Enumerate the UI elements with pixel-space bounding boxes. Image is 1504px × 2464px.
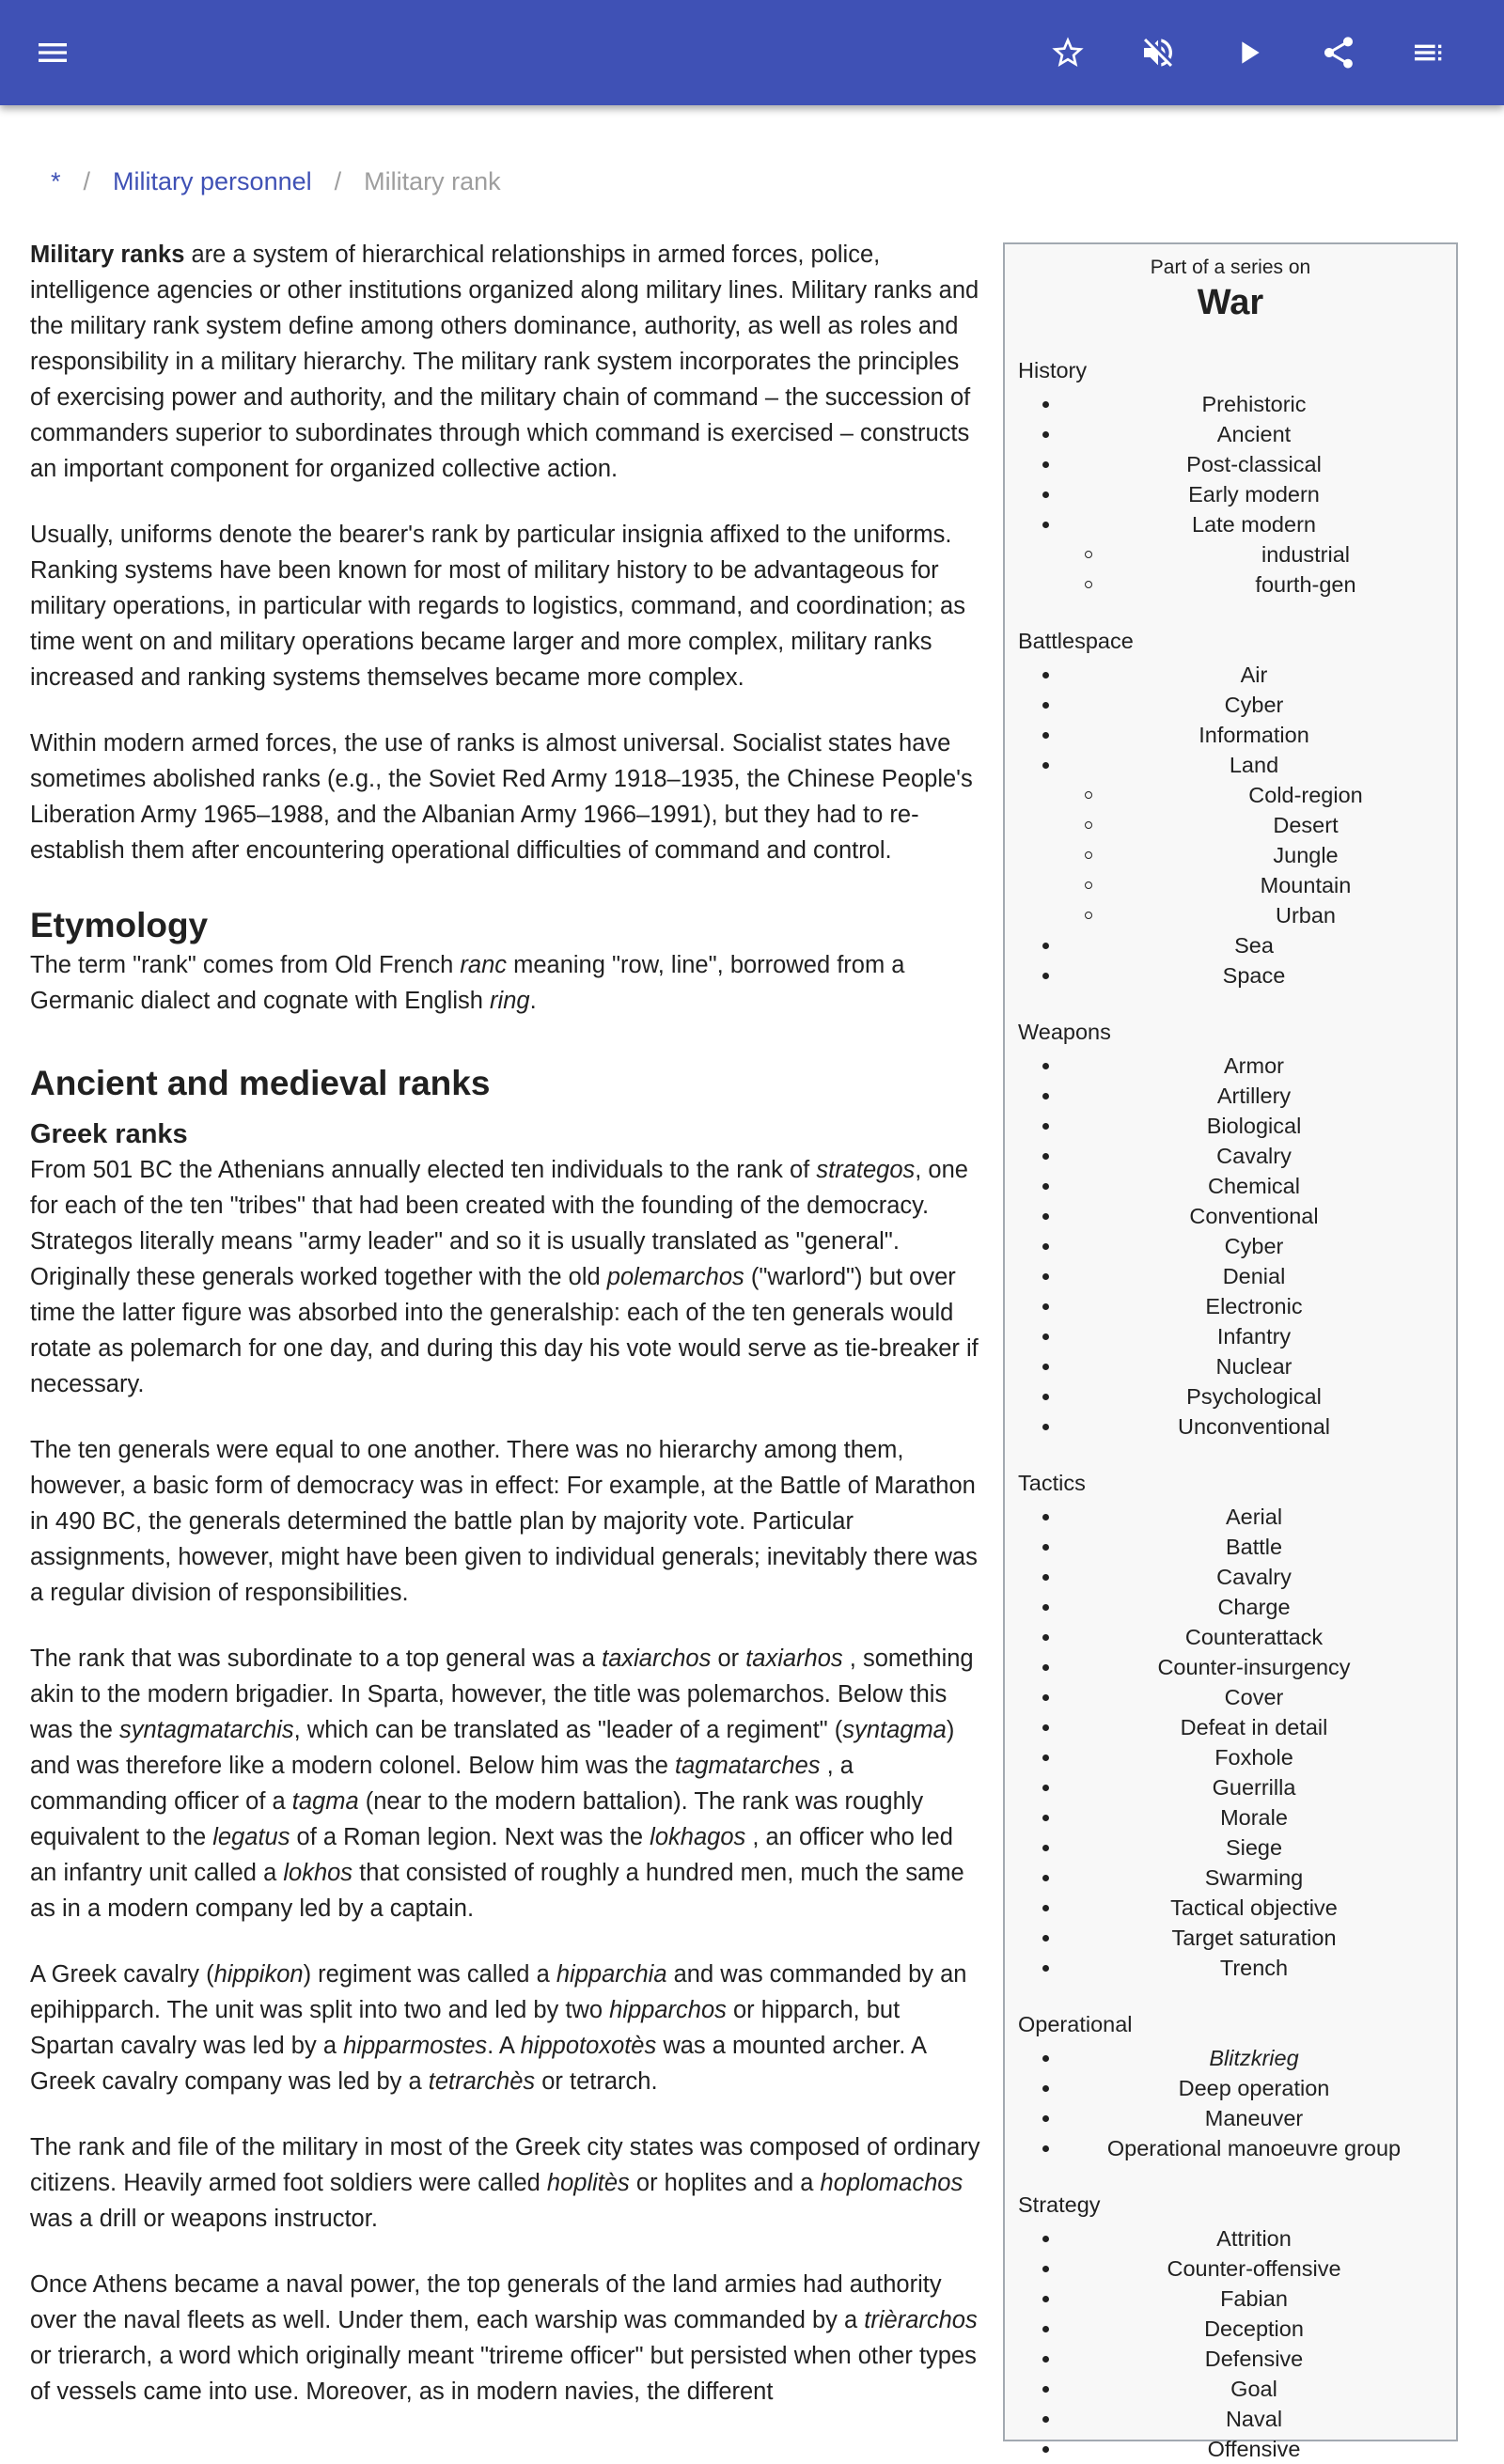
strategy-list xyxy=(1005,2223,1456,2464)
sidebar-link[interactable]: Conventional xyxy=(1005,1201,1456,1231)
section-heading-etymology: Etymology xyxy=(30,906,209,944)
sidebar-link[interactable]: Naval xyxy=(1005,2404,1456,2434)
sidebar-link[interactable]: Maneuver xyxy=(1005,2103,1456,2133)
sidebar-link[interactable]: Electronic xyxy=(1005,1291,1456,1321)
subsection-heading-greek-ranks: Greek ranks xyxy=(30,1119,188,1149)
sidebar-section-strategy: Strategy xyxy=(1018,2192,1101,2217)
greek-paragraph-2: The ten generals were equal to one another. There was no hierarchy among them, however, a basic form of democracy was in effect: For example, at the Battle of Marathon in 490 BC, the generals determined the battle plan by majority vote. Particular assignments, however, might have been given to individual generals; inevitably there was a regular division of responsibilities. xyxy=(30,1437,978,1606)
tactics-list xyxy=(1005,1502,1456,1983)
section-heading-ancient-medieval: Ancient and medieval ranks xyxy=(30,1064,491,1102)
sidebar-link[interactable]: Blitzkrieg xyxy=(1005,2043,1456,2073)
sidebar-link[interactable]: Sea xyxy=(1005,930,1456,960)
sidebar-link[interactable]: Trench xyxy=(1005,1953,1456,1983)
weapons-list xyxy=(1005,1051,1456,1442)
breadcrumb-military-personnel-link[interactable]: Military personnel xyxy=(113,167,312,195)
sidebar-link[interactable]: Biological xyxy=(1005,1111,1456,1141)
contents-button[interactable] xyxy=(1399,23,1459,83)
menu-button[interactable] xyxy=(23,23,83,83)
sidebar-link[interactable]: Operational manoeuvre group xyxy=(1005,2133,1456,2163)
war-series-sidebar xyxy=(1003,242,1458,2461)
sidebar-sublink[interactable]: Cold-region xyxy=(1005,780,1456,810)
bookmark-button[interactable] xyxy=(1038,23,1098,83)
sidebar-link[interactable]: Deception xyxy=(1005,2314,1456,2344)
breadcrumb-home-link[interactable]: * xyxy=(51,167,61,195)
sidebar-link[interactable]: Armor xyxy=(1005,1051,1456,1081)
paragraph-text: are a system of hierarchical relationships in armed forces, police, intelligence agencies or other institutions organized along military lines. Military ranks and the military rank system define among others dominance, authority, as well as roles and responsibility in a military hierarchy. The military rank system incorporates the principles of exercising power and authority, and the military chain of command – the succession of commanders superior to subordinates through which command is exercised – constructs an important component for organized collective action. xyxy=(30,242,979,482)
sidebar-link[interactable]: Counter-insurgency xyxy=(1005,1652,1456,1682)
sidebar-link[interactable]: Siege xyxy=(1005,1832,1456,1863)
greek-paragraph-6: Once Athens became a naval power, the top generals of the land armies had authority over the naval fleets as well. Under them, each warship was commanded by a trièrarchos or trierarch, a word which originally meant "trireme officer" but persisted when other types of vessels came into use. Moreover, as in modern navies, the different xyxy=(30,2271,978,2405)
sidebar-link[interactable]: Late modern xyxy=(1005,509,1456,539)
volume-off-icon xyxy=(1139,34,1177,71)
sidebar-link[interactable]: Psychological xyxy=(1005,1381,1456,1411)
sidebar-link[interactable]: Early modern xyxy=(1005,479,1456,509)
battlespace-list xyxy=(1005,660,1456,990)
series-title[interactable]: War xyxy=(1197,283,1264,322)
sidebar-section-battlespace: Battlespace xyxy=(1018,629,1134,653)
sidebar-sublink[interactable]: industrial xyxy=(1005,539,1456,569)
sidebar-section-weapons: Weapons xyxy=(1018,1020,1111,1044)
history-list xyxy=(1005,389,1456,600)
sidebar-link[interactable]: Charge xyxy=(1005,1592,1456,1622)
sidebar-link[interactable]: Land xyxy=(1005,750,1456,780)
greek-paragraph-1: From 501 BC the Athenians annually elected ten individuals to the rank of strategos, one for each of the ten "tribes" that had been created with the founding of the democracy. Strategos literally means "army leader" and so it is usually translated as "general". Originally these generals worked together with the old polemarchos ("warlord") but over time the latter figure was absorbed into the generalship: each of the ten generals would rotate as polemarch for one day, and during this day his vote would serve as tie-breaker if necessary. xyxy=(30,1157,979,1397)
menu-icon xyxy=(34,34,71,71)
sidebar-link[interactable]: Denial xyxy=(1005,1261,1456,1291)
intro-paragraph-2: Usually, uniforms denote the bearer's rank by particular insignia affixed to the uniforms. Ranking systems have been known for most of military history to be advantageous for military operations, in particular with regards to logistics, command, and coordination; as time went on and military operations became larger and more complex, military ranks increased and ranking systems themselves became more complex. xyxy=(30,522,965,691)
sidebar-link[interactable]: Fabian xyxy=(1005,2284,1456,2314)
sidebar-link[interactable]: Attrition xyxy=(1005,2223,1456,2253)
breadcrumb-current-page: Military rank xyxy=(364,167,501,195)
star-outline-icon xyxy=(1049,34,1087,71)
play-button[interactable] xyxy=(1218,23,1278,83)
sidebar-link[interactable]: Foxhole xyxy=(1005,1742,1456,1772)
sidebar-link[interactable]: Aerial xyxy=(1005,1502,1456,1532)
sidebar-link[interactable]: Artillery xyxy=(1005,1081,1456,1111)
sidebar-link[interactable]: Defensive xyxy=(1005,2344,1456,2374)
sidebar-link[interactable]: Cavalry xyxy=(1005,1141,1456,1171)
breadcrumb-separator: / xyxy=(83,167,91,195)
sidebar-section-operational: Operational xyxy=(1018,2012,1133,2036)
sidebar-link[interactable]: Swarming xyxy=(1005,1863,1456,1893)
share-icon xyxy=(1320,34,1357,71)
playlist-icon xyxy=(1410,34,1448,71)
sidebar-link[interactable]: Guerrilla xyxy=(1005,1772,1456,1802)
sidebar-link[interactable]: Cyber xyxy=(1005,1231,1456,1261)
sidebar-link[interactable]: Offensive xyxy=(1005,2434,1456,2464)
sidebar-link[interactable]: Space xyxy=(1005,960,1456,990)
sidebar-link[interactable]: Prehistoric xyxy=(1005,389,1456,419)
article-body xyxy=(30,237,981,2440)
share-button[interactable] xyxy=(1308,23,1369,83)
sidebar-link[interactable]: Post-classical xyxy=(1005,449,1456,479)
intro-paragraph-3: Within modern armed forces, the use of ranks is almost universal. Socialist states have sometimes abolished ranks (e.g., the Soviet Red Army 1918–1935, the Chinese People's Liberation Army 1965–1988, and the Albanian Army 1966–1991), but they had to re-establish them after encountering operational difficulties of command and control. xyxy=(30,730,973,864)
sidebar-link[interactable]: Ancient xyxy=(1005,419,1456,449)
app-bar xyxy=(0,0,1504,105)
breadcrumb-separator: / xyxy=(334,167,342,195)
intro-paragraph-1 xyxy=(30,237,981,487)
series-caption: Part of a series on xyxy=(1150,257,1311,278)
sidebar-section-tactics: Tactics xyxy=(1018,1471,1086,1495)
sidebar-sublink[interactable]: Desert xyxy=(1005,810,1456,840)
sidebar-link[interactable]: Defeat in detail xyxy=(1005,1712,1456,1742)
greek-paragraph-4: A Greek cavalry (hippikon) regiment was called a hipparchia and was commanded by an epihipparch. The unit was split into two and led by two hipparchos or hipparch, but Spartan cavalry was led by a hipparmostes. A hippotoxotès was a mounted archer. A Greek cavalry company was led by a tetrarchès or tetrarch. xyxy=(30,1961,967,2095)
etymology-paragraph: The term "rank" comes from Old French ranc meaning "row, line", borrowed from a Germanic dialect and cognate with English ring. xyxy=(30,952,905,1014)
sidebar-link[interactable]: Cyber xyxy=(1005,690,1456,720)
sidebar-link[interactable]: Cavalry xyxy=(1005,1562,1456,1592)
sidebar-link[interactable]: Tactical objective xyxy=(1005,1893,1456,1923)
lead-term: Military ranks xyxy=(30,242,185,268)
sidebar-link[interactable]: Information xyxy=(1005,720,1456,750)
sidebar-section-history: History xyxy=(1018,358,1088,382)
sidebar-link[interactable]: Morale xyxy=(1005,1802,1456,1832)
play-icon xyxy=(1230,34,1267,71)
sidebar-link[interactable]: Air xyxy=(1005,660,1456,690)
sidebar-sublink[interactable]: Jungle xyxy=(1005,840,1456,870)
sidebar-link[interactable]: Counter-offensive xyxy=(1005,2253,1456,2284)
sidebar-link[interactable]: Chemical xyxy=(1005,1171,1456,1201)
sidebar-sublink[interactable]: Mountain xyxy=(1005,870,1456,900)
sidebar-link[interactable]: Goal xyxy=(1005,2374,1456,2404)
sidebar-link[interactable]: Battle xyxy=(1005,1532,1456,1562)
sidebar-link[interactable]: Deep operation xyxy=(1005,2073,1456,2103)
sidebar-link[interactable]: Infantry xyxy=(1005,1321,1456,1351)
sidebar-link[interactable]: Nuclear xyxy=(1005,1351,1456,1381)
sidebar-link[interactable]: Unconventional xyxy=(1005,1411,1456,1442)
sidebar-link[interactable]: Counterattack xyxy=(1005,1622,1456,1652)
greek-paragraph-5: The rank and file of the military in most of the Greek city states was composed of ordinary citizens. Heavily armed foot soldiers were called hoplitès or hoplites and a hoplomachos was a drill or weapons instructor. xyxy=(30,2134,980,2232)
sidebar-link[interactable]: Target saturation xyxy=(1005,1923,1456,1953)
mute-button[interactable] xyxy=(1128,23,1188,83)
greek-paragraph-3: The rank that was subordinate to a top general was a taxiarchos or taxiarhos , something akin to the modern brigadier. In Sparta, however, the title was polemarchos. Below this was the syntagmatarchis, which can be translated as "leader of a regiment" (syntagma) and was therefore like a modern colonel. Below him was the tagmatarches , a commanding officer of a tagma (near to the modern battalion). The rank was roughly equivalent to the legatus of a Roman legion. Next was the lokhagos , an officer who led an infantry unit called a lokhos that consisted of roughly a hundred men, much the same as in a modern company led by a captain. xyxy=(30,1645,974,1922)
operational-list xyxy=(1005,2043,1456,2163)
sidebar-sublink[interactable]: Urban xyxy=(1005,900,1456,930)
sidebar-sublink[interactable]: fourth-gen xyxy=(1005,569,1456,600)
breadcrumb xyxy=(51,167,501,196)
sidebar-link[interactable]: Cover xyxy=(1005,1682,1456,1712)
